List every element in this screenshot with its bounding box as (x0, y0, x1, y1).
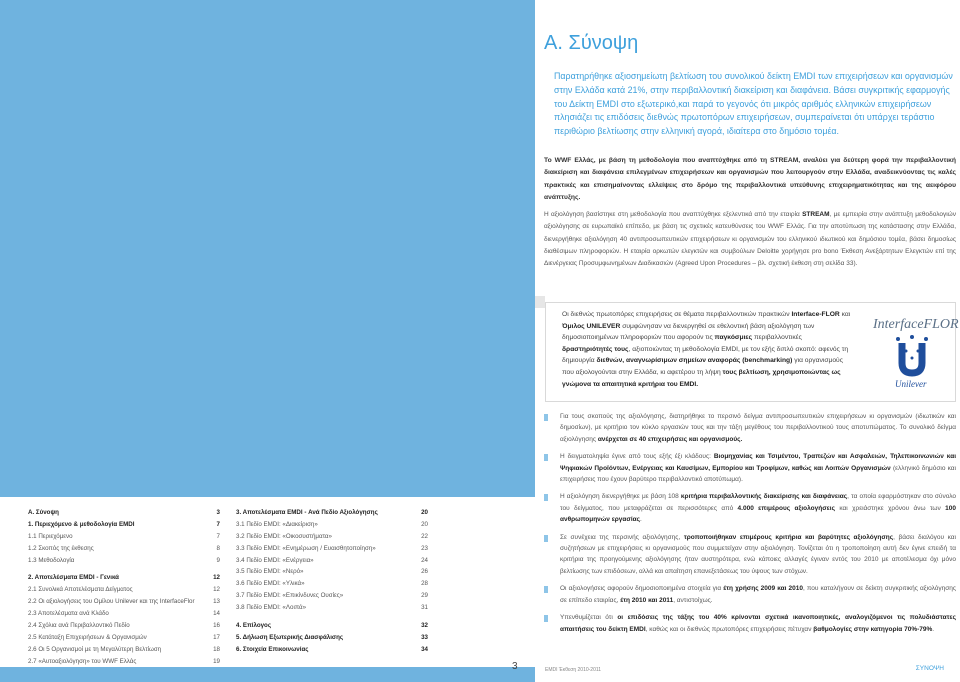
toc-entry-page: 19 (213, 657, 220, 665)
toc-entry[interactable] (236, 543, 428, 555)
toc-entry[interactable] (236, 602, 428, 614)
toc-entry-title: 2. Αποτελέσματα EMDI - Γενικά (28, 574, 119, 582)
callout-bold: διεθνών, αναγνωρίσιμων σημείων αναφοράς (benchmarking) (596, 357, 793, 365)
callout-bold: Interface-FLOR (791, 311, 840, 318)
bullet-bold-text: οι επιδόσεις της τάξης του 40% κρίνονται σχετικά ικανοποιητικές, αναλογιζόμενοι τις πολυδιάστατες απαιτήσεις του δείκτη EMDI (560, 614, 956, 633)
callout-bold: παγκόσμιες (714, 334, 753, 342)
callout-bold: δραστηριότητές τους (562, 345, 629, 353)
callout-box (545, 302, 959, 402)
bullet-marker-icon (544, 586, 548, 593)
bullet-text: . (932, 625, 935, 633)
bullet-text: , αντιστοίχως. (673, 596, 713, 604)
bullet-text: . (640, 516, 642, 524)
bullet-bold-text: έτη χρήσης 2009 και 2010 (723, 585, 803, 593)
bullet-bold-text: τροποποιήθηκαν επιμέρους κριτήρια και βαρύτητες αξιολόγησης (683, 533, 894, 541)
bullet-marker-icon (544, 615, 548, 622)
toc-entry-title: 1.2 Σκοπός της έκθεσης (28, 544, 94, 552)
toc-entry-title: 3.7 Πεδίο EMDI: «Επικίνδυνες Ουσίες» (236, 592, 344, 600)
bullet-marker-icon (544, 454, 548, 461)
toc-entry-title: 2.2 Οι αξιολογήσεις του Ομίλου Unilever και της InterfaceFlor (28, 598, 195, 606)
callout-segment: για οργανισμούς που αξιολογούνται στην Ελλάδα, κι αφετέρου τη λήψη (562, 357, 843, 376)
toc-entry[interactable] (236, 578, 428, 590)
toc-column-right (236, 507, 428, 656)
callout-text (562, 309, 852, 390)
toc-entry-page: 9 (216, 556, 220, 564)
toc-entry-page: 28 (421, 580, 428, 588)
callout-corner-tab (535, 296, 545, 308)
toc-entry[interactable] (236, 620, 428, 632)
toc-entry-page: 17 (213, 633, 220, 641)
toc-entry-title: 1.3 Μεθοδολογία (28, 556, 75, 564)
methodology-text-1: Η αξιολόγηση βασίστηκε στη μεθοδολογία που αναπτύχθηκε εξελεντικά από την εταιρία (544, 211, 803, 218)
bullet-item (544, 532, 956, 578)
bullet-marker-icon (544, 535, 548, 542)
bullet-item (544, 411, 956, 445)
toc-entry-page: 24 (421, 556, 428, 564)
bullet-bold-text: 100 ανθρωπομηνών εργασίας (560, 504, 956, 524)
toc-entry-title: 3.2 Πεδίο EMDI: «Οικοσυστήματα» (236, 532, 332, 540)
partner-logos (871, 315, 959, 395)
bullet-text: Η αξιολόγηση διενεργήθηκε με βάση 108 (560, 493, 681, 501)
bullet-bold-text: Βιομηχανίας και Τσιμέντου, Τραπεζών και Ασφαλειών, Τηλεπικοινωνιών και Ψηφιακών Προϊόντων, Ενέργειας και Καυσίμων, Εμπορίου και Τροφίμων, καθώς και Λοιπών Οργανισμών (560, 453, 956, 472)
bullet-bold-text: ανέρχεται σε 40 επιχειρήσεις και οργανισμούς. (597, 435, 743, 443)
toc-entry[interactable] (28, 596, 220, 608)
toc-entry-title: 5. Δήλωση Εξωτερικής Διασφάλισης (236, 633, 344, 641)
bullet-item (544, 451, 956, 485)
wwf-intro-paragraph: Το WWF Ελλάς, με βάση τη μεθοδολογία που αναπτύχθηκε από τη STREAM, αναλύει για δεύτερη φορά την περιβαλλοντική διακείριση και διαφάνεια επιλεγμένων επιχειρήσεων και οργανισμών που λειτουργούν στην Ελλάδα, αναδεικνύοντας τις καλές πρακτικές και επισημαίνοντας ελλείψεις στο δρόμο της περιβαλλοντικά υπεύθυνης επιχειρηματικότητας και της αειφόρου ανάπτυξης. (544, 157, 956, 202)
callout-bold: Όμιλος UNILEVER (562, 322, 621, 330)
callout-segment: , αξιοποιώντας τη μεθοδολογία EMDI, με τον εξής διπλό σκοπό: αφενός τη δημιουργία (562, 345, 849, 365)
bullet-item (544, 583, 956, 606)
toc-entry-page: 16 (213, 622, 220, 630)
toc-entry-page: 26 (421, 568, 428, 576)
toc-entry-title: 3. Αποτελέσματα EMDI - Ανά Πεδίο Αξιολόγησης (236, 509, 378, 516)
bullet-text: Υπενθυμίζεται ότι (560, 614, 618, 622)
toc-entry-title: 2.5 Κατάταξη Επιχειρήσεων & Οργανισμών (28, 633, 147, 641)
bullet-text: Οι αξιολογήσεις αφορούν δημοσιοποιημένα στοιχεία για (560, 585, 724, 593)
toc-entry-page: 32 (421, 622, 428, 630)
callout-segment: περιβαλλοντικές (752, 334, 802, 342)
toc-entry-page: 12 (213, 586, 220, 594)
table-of-contents (0, 497, 535, 667)
bullet-bold-text: έτη 2010 και 2011 (620, 596, 674, 604)
toc-entry-page: 34 (421, 645, 428, 653)
bullet-item (544, 491, 956, 525)
bullet-bold-text: βαθμολογίες στην κατηγορία 70%-79% (813, 625, 933, 633)
interfaceflor-logo-text: InterfaceFLOR (873, 317, 959, 332)
toc-entry[interactable] (236, 644, 428, 656)
toc-entry[interactable] (236, 566, 428, 578)
section-title: Α. Σύνοψη (544, 32, 639, 54)
toc-entry-page: 22 (421, 532, 428, 540)
callout-segment: συμφώνησαν να διενεργηθεί σε εθελοντική βάση αξιολόγηση των δημοσιοποιημένων πληροφοριών που αφορούν τις (562, 322, 815, 342)
toc-entry-page: 7 (216, 532, 220, 540)
toc-entry-page: 20 (421, 520, 428, 528)
footer-document-title: EMDI Έκθεση 2010-2011 (545, 667, 602, 673)
toc-entry-title: 1. Περιεχόμενο & μεθοδολογία EMDI (28, 520, 135, 528)
toc-entry-title: 3.1 Πεδίο EMDI: «Διακείριση» (236, 520, 318, 528)
callout-bold: τους βελτίωση, χρησιμοποιώντας ως γνώμονα τα (562, 368, 841, 388)
bullet-bold-text: 4.000 επιμέρους αξιολογήσεις (737, 504, 835, 512)
toc-entry[interactable] (28, 572, 220, 584)
toc-entry-title: 1.1 Περιεχόμενο (28, 532, 73, 540)
toc-entry-page: 14 (213, 610, 220, 618)
toc-entry-title: 2.7 «Αυτοαξιολόγηση» του WWF Ελλάς (28, 657, 137, 665)
toc-entry[interactable] (28, 519, 220, 531)
footer-section-name: ΣΥΝΟΨΗ (915, 665, 944, 672)
unilever-wordmark: Unilever (895, 379, 927, 389)
callout-segment: Οι διεθνώς πρωτοπόρες επιχειρήσεις σε θέματα περιβαλλοντικών πρακτικών (562, 311, 792, 318)
toc-entry-page: 3 (216, 509, 220, 516)
bullet-text: (ελληνικό δημόσιο και επιχειρήσεις που έχουν βαρύτερο περιβαλλοντικό αποτύπωμα). (560, 464, 956, 484)
toc-entry-title: 2.1 Συνολικά Αποτελέσματα Δείγματος (28, 586, 133, 594)
toc-entry-title: 2.3 Αποτελέσματα ανά Κλάδο (28, 610, 109, 618)
bullet-marker-icon (544, 494, 548, 501)
toc-entry-page: 20 (421, 509, 428, 516)
toc-entry[interactable] (236, 519, 428, 531)
toc-entry-page: 23 (421, 544, 428, 552)
toc-entry-page: 8 (216, 544, 220, 552)
toc-entry-title: 3.4 Πεδίο EMDI: «Ενέργεια» (236, 556, 314, 564)
toc-entry-page: 12 (213, 574, 220, 582)
toc-entry-title: 4. Επίλογος (236, 622, 272, 630)
methodology-paragraph (544, 209, 956, 270)
bullet-text: , τα οποία εφαρμόστηκαν στο σύνολο του δείγματος, που μεταφράζεται σε περισσότερες από (560, 493, 956, 512)
toc-entry-page: 7 (216, 520, 220, 528)
toc-entry[interactable] (28, 531, 220, 543)
bullet-marker-icon (544, 414, 548, 421)
summary-paragraph: Παρατηρήθηκε αξιοσημείωτη βελτίωση του συνολικού δείκτη EMDI των επιχειρήσεων και οργανισμών στην Ελλάδα κατά 21%, στην περιβαλλοντική διακείριση και διαφάνεια. Βάσει συγκριτικής εφαρμογής του Δείκτη EMDI στο εξωτερικό,και παρά το γεγονός ότι μικρός αριθμός ελληνικών επιχειρήσεων πλησιάζει τις επιδόσεις διεθνώς πρωτοπόρων επιχειρήσεων, συμπεραίνεται ότι υπάρχει τεράστιο περιθώριο βελτίωσης στην ελληνική αγορά, ιδιαίτερα στο δημόσιο τομέα. (554, 71, 953, 137)
toc-entry-title: Α. Σύνοψη (28, 509, 59, 516)
bullet-text: , που καταλήγουν σε δείκτη συγκριτικής αξιολόγησης σε επίπεδο εταιρίας, (560, 585, 956, 604)
toc-entry-title: 3.8 Πεδίο EMDI: «Λοιπά» (236, 604, 307, 612)
toc-entry[interactable] (28, 644, 220, 656)
toc-entry-page: 29 (421, 592, 428, 600)
bullet-text: , βάσει διαλόγου και συζητήσεων με επιχειρήσεις κι οργανισμούς που συμμετείχαν στην αξιολόγηση. Τονίζεται ότι η τροποποίηση αυτή δεν έγινε επειδή τα κριτήρια της προηγούμενης αξιολόγησης ήταν αυστηρότερα, ενώ κάποιες αλλαγές έγιναν εντός του 2010 με αποτέλεσμα όχι μόνο βελτίωσης των επιδόσεων, αλλά και απαίτηση επανεξετάσεως του ύψους των στόχων. (560, 533, 956, 575)
toc-entry[interactable] (28, 507, 220, 519)
toc-entry[interactable] (236, 531, 428, 543)
toc-entry-page: 31 (421, 604, 428, 612)
toc-entry[interactable] (28, 608, 220, 620)
toc-entry[interactable] (236, 507, 428, 519)
toc-entry-page: 13 (213, 598, 220, 606)
callout-segment: και (839, 311, 851, 318)
toc-entry[interactable] (28, 543, 220, 555)
toc-entry[interactable] (28, 584, 220, 596)
bullet-text: και χρειάστηκε χρόνου άνω των (834, 504, 946, 512)
toc-entry[interactable] (28, 632, 220, 644)
toc-entry-title: 3.6 Πεδίο EMDI: «Υλικά» (236, 580, 305, 588)
bullet-item (544, 612, 956, 635)
bullet-text: , καθώς και οι διεθνώς πρωτοπόρες επιχειρήσεις πέτυχαν (645, 625, 814, 633)
toc-entry[interactable] (28, 620, 220, 632)
methodology-text-2: , με εμπειρία στην ανάπτυξη μεθοδολογιών αξιολόγησης σε ευρωπαϊκό επίπεδο, με βάση τις σχετικές κατευθύνσεις του WWF Ελλάς. Για την αποτύπωση της κατάστασης στην Ελλάδα, διενεργήθηκε αξιολόγηση 40 αντιπροσωπευτικών επιχειρήσεων κι οργανισμών του ελληνικού ιδιωτικού και δημόσιου τομέα, βάσει δημοσίως διαθέσιμων πληροφοριών. Η εταιρία ορκωτών ελεγκτών και συμβούλων Deloitte χορήγησε pro bono Έκθεση Ανεξάρτητων Ελεγκτών επί της Διενέργειας Προσυμφωνημένων Διαδικασιών (Agreed Upon Procedures – βλ. σχετική έκθεση στη σελίδα 33). (544, 211, 956, 268)
toc-entry[interactable] (236, 590, 428, 602)
toc-entry[interactable] (236, 632, 428, 644)
toc-entry-title: 6. Στοιχεία Επικοινωνίας (236, 645, 309, 653)
page-number: 3 (512, 661, 518, 672)
bullet-text: Για τους σκοπούς της αξιολόγησης, διατηρήθηκε το περσινό δείγμα αντιπροσωπευτικών επιχειρήσεων κι οργανισμών (ιδιωτικών και δημοσίων), με κριτήριο τον κύκλο εργασιών τους και την τάξη μεγέθους του περιβαλλοντικού τους αποτυπώματος. Το συνολικό δείγμα αξιολόγησης (560, 413, 956, 443)
toc-entry-title: 3.3 Πεδίο EMDI: «Ενημέρωση / Ευαισθητοποίηση» (236, 544, 376, 552)
toc-column-left (28, 507, 220, 668)
stream-name: STREAM (802, 211, 830, 218)
toc-entry-title: 2.4 Σχόλια ανά Περιβαλλοντικό Πεδίο (28, 622, 130, 630)
toc-entry[interactable] (236, 555, 428, 567)
bullet-bold-text: κριτήρια περιβαλλοντικής διακείρισης και διαφάνειας (680, 493, 848, 501)
toc-entry-page: 33 (421, 633, 428, 641)
bullet-text: Η δειγματοληψία έγινε από τους εξής έξι κλάδους: (560, 453, 714, 461)
bullet-list (544, 411, 956, 641)
toc-entry-page: 18 (213, 645, 220, 653)
toc-entry[interactable] (28, 555, 220, 567)
callout-bold: απαιτητικά κριτήρια του EMDI. (601, 380, 699, 388)
toc-entry-title: 3.5 Πεδίο EMDI: «Νερό» (236, 568, 304, 576)
bullet-text: Σε συνέχεια της περσινής αξιολόγησης, (560, 533, 684, 541)
toc-entry-title: 2.6 Οι 5 Οργανισμοί με τη Μεγαλύτερη Βελτίωση (28, 645, 162, 653)
